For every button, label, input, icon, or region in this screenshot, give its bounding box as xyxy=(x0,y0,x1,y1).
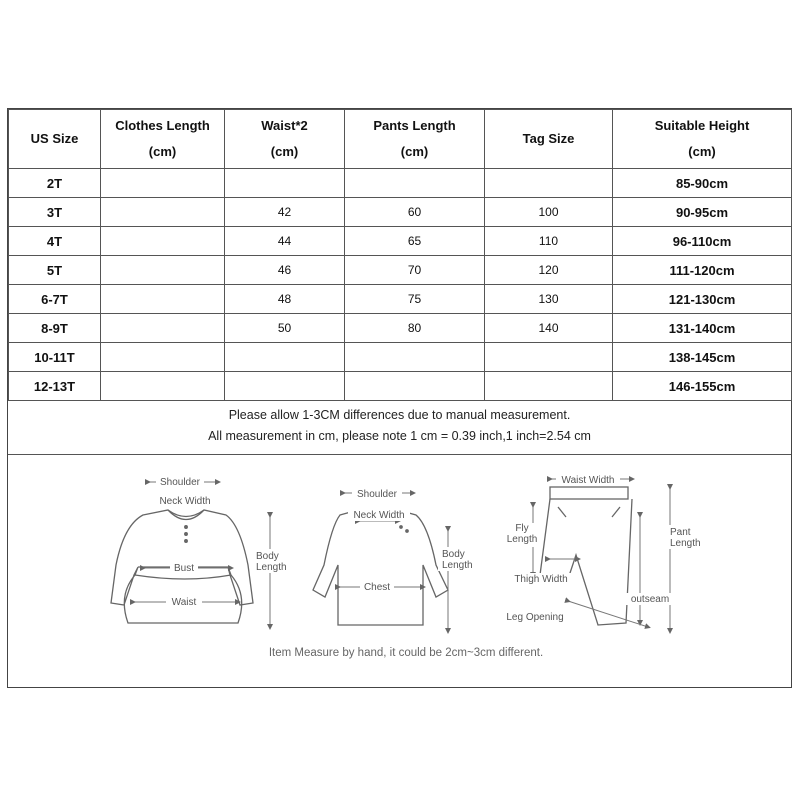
table-cell xyxy=(225,169,345,198)
table-row xyxy=(9,285,792,314)
pants-fly-length-label-2: Length xyxy=(506,534,538,545)
table-cell: 42 xyxy=(225,198,345,227)
table-cell: 4T xyxy=(9,227,101,256)
column-header-line: Suitable Height xyxy=(654,118,750,133)
table-cell: 65 xyxy=(345,227,485,256)
column-header-line: Clothes Length xyxy=(115,118,210,133)
column-header-line: (cm) xyxy=(270,144,299,159)
dress-bust-label: Bust xyxy=(173,563,195,574)
table-cell: 140 xyxy=(485,314,613,343)
table-cell xyxy=(345,169,485,198)
table-cell: 111-120cm xyxy=(613,256,792,285)
table-cell xyxy=(101,285,225,314)
table-cell: 80 xyxy=(345,314,485,343)
column-header-line: Tag Size xyxy=(522,131,575,146)
shirt-chest-label: Chest xyxy=(363,582,391,593)
pants-pant-length-label-1: Pant xyxy=(670,527,691,538)
table-cell: 120 xyxy=(485,256,613,285)
table-cell: 121-130cm xyxy=(613,285,792,314)
size-table xyxy=(8,109,792,401)
column-header xyxy=(9,110,101,169)
table-cell: 100 xyxy=(485,198,613,227)
table-cell: 44 xyxy=(225,227,345,256)
diagram-footer-note: Item Measure by hand, it could be 2cm~3cm different. xyxy=(268,647,544,659)
shirt-body-length-label-2: Length xyxy=(442,560,473,571)
table-row xyxy=(9,169,792,198)
column-header-line: US Size xyxy=(30,131,79,146)
pants-illustration xyxy=(540,487,632,625)
pants-waist-width-label: Waist Width xyxy=(561,475,615,486)
column-header xyxy=(345,110,485,169)
table-cell: 96-110cm xyxy=(613,227,792,256)
dress-shoulder-label: Shoulder xyxy=(159,477,201,488)
column-header-line: Waist*2 xyxy=(261,118,308,133)
dress-waist-label: Waist xyxy=(171,597,197,608)
column-header xyxy=(613,110,792,169)
shirt-shoulder-label: Shoulder xyxy=(356,489,398,500)
column-header xyxy=(101,110,225,169)
size-chart-sheet xyxy=(7,108,792,688)
pants-thigh-width-label: Thigh Width xyxy=(514,574,568,585)
shirt-neck-width-label: Neck Width xyxy=(353,510,405,521)
table-cell: 75 xyxy=(345,285,485,314)
pants-fly-length-label-1: Fly xyxy=(515,523,529,534)
column-header-line: Pants Length xyxy=(373,118,456,133)
note-line-2: All measurement in cm, please note 1 cm = 0.39 inch,1 inch=2.54 cm xyxy=(208,429,591,443)
table-cell: 46 xyxy=(225,256,345,285)
dress-neck-width-label: Neck Width xyxy=(159,496,211,507)
table-cell: 3T xyxy=(9,198,101,227)
table-cell: 8-9T xyxy=(9,314,101,343)
table-cell: 146-155cm xyxy=(613,372,792,401)
table-cell: 2T xyxy=(9,169,101,198)
pants-pant-length-label-2: Length xyxy=(670,538,701,549)
column-header xyxy=(225,110,345,169)
dress-body-length-label-2: Length xyxy=(256,562,287,573)
measurement-diagram-svg xyxy=(8,455,791,687)
table-cell xyxy=(101,314,225,343)
table-cell xyxy=(485,343,613,372)
table-cell: 48 xyxy=(225,285,345,314)
pants-outseam-label: outseam xyxy=(630,594,670,605)
column-header-line: (cm) xyxy=(148,144,177,159)
table-cell xyxy=(485,169,613,198)
column-header xyxy=(485,110,613,169)
table-cell: 10-11T xyxy=(9,343,101,372)
table-cell xyxy=(345,343,485,372)
diagram-labels xyxy=(154,473,706,659)
note-line-1: Please allow 1-3CM differences due to manual measurement. xyxy=(228,408,571,422)
shirt-illustration xyxy=(313,510,448,625)
table-cell: 138-145cm xyxy=(613,343,792,372)
table-cell: 110 xyxy=(485,227,613,256)
table-cell xyxy=(101,169,225,198)
table-row xyxy=(9,314,792,343)
measurement-diagrams xyxy=(8,455,791,687)
table-cell: 130 xyxy=(485,285,613,314)
table-row xyxy=(9,227,792,256)
dress-body-length-label-1: Body xyxy=(256,551,279,562)
table-cell: 90-95cm xyxy=(613,198,792,227)
table-cell: 5T xyxy=(9,256,101,285)
table-cell: 50 xyxy=(225,314,345,343)
shirt-body-length-label-1: Body xyxy=(442,549,465,560)
table-cell: 60 xyxy=(345,198,485,227)
table-cell: 85-90cm xyxy=(613,169,792,198)
table-cell xyxy=(225,343,345,372)
column-header-line: (cm) xyxy=(688,144,716,159)
table-header-row xyxy=(9,110,792,169)
table-cell: 131-140cm xyxy=(613,314,792,343)
table-cell xyxy=(101,256,225,285)
table-cell xyxy=(101,343,225,372)
table-body xyxy=(9,169,792,401)
column-header-line: (cm) xyxy=(400,144,429,159)
table-cell: 6-7T xyxy=(9,285,101,314)
table-cell xyxy=(101,227,225,256)
table-row xyxy=(9,343,792,372)
table-cell xyxy=(101,198,225,227)
table-row xyxy=(9,256,792,285)
measurement-note xyxy=(8,397,791,455)
table-cell: 70 xyxy=(345,256,485,285)
table-cell: 12-13T xyxy=(9,372,101,401)
table-row xyxy=(9,198,792,227)
pants-leg-opening-label: Leg Opening xyxy=(506,612,564,623)
